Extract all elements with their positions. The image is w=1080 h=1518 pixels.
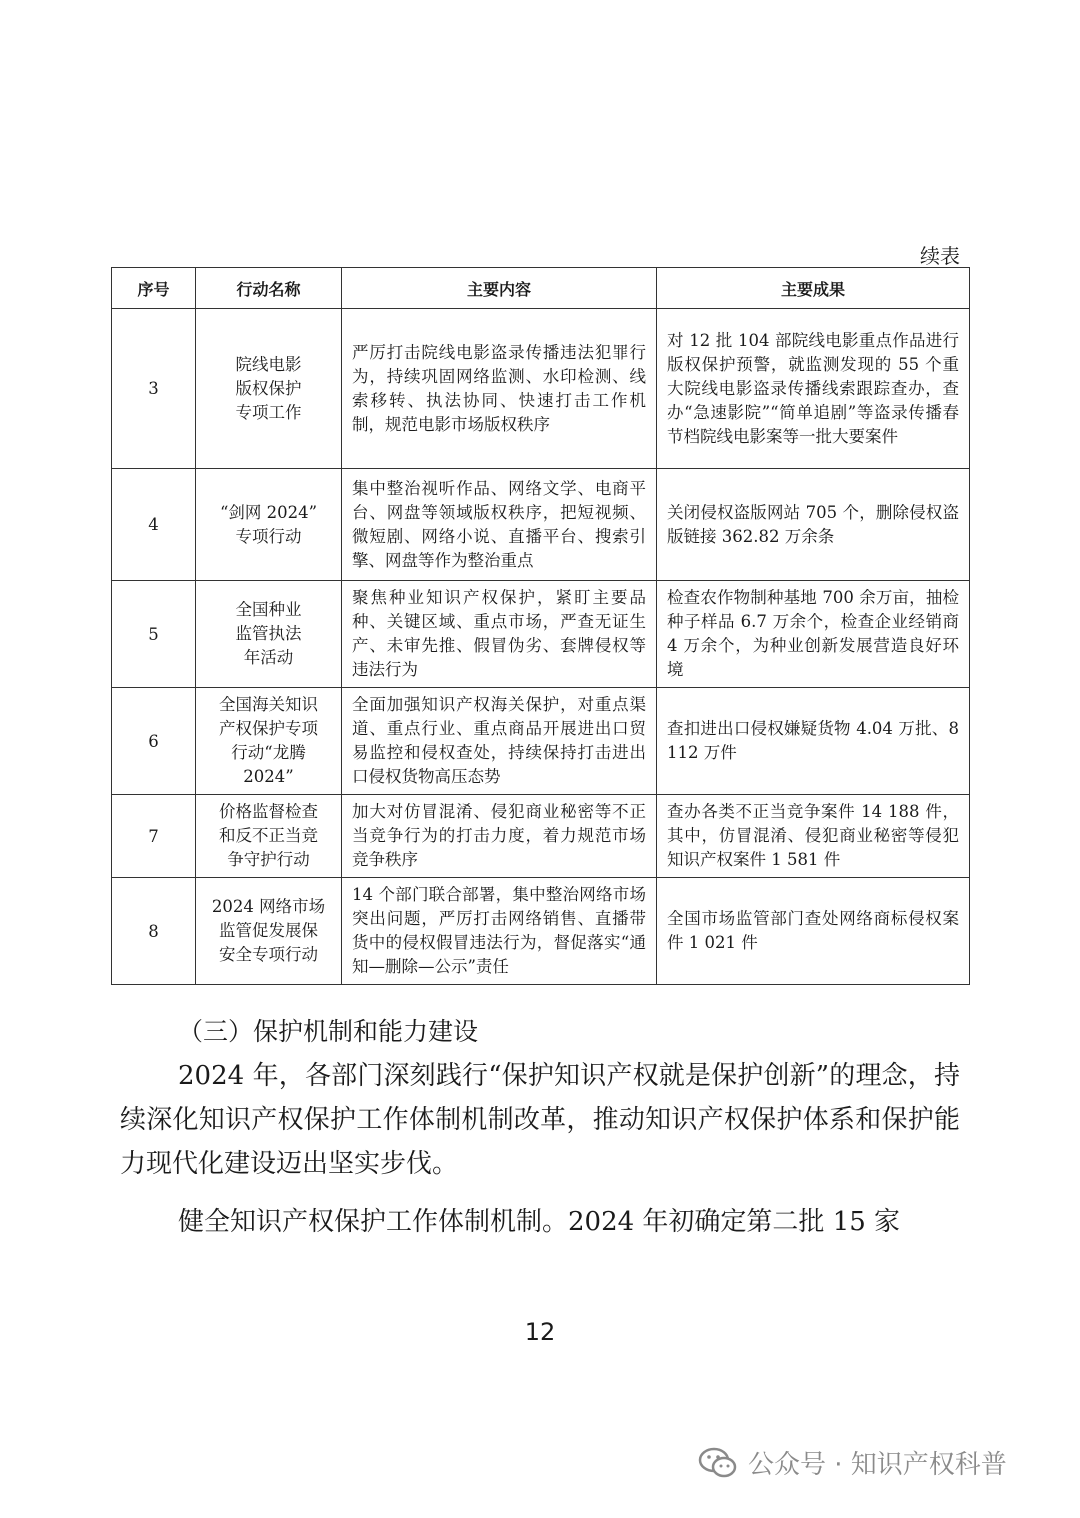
row-number: 5 — [112, 581, 196, 688]
table-row — [112, 795, 970, 878]
row-action-name: 全国种业 监管执法 年活动 — [196, 581, 342, 688]
table-header-row — [112, 268, 970, 309]
body-paragraph: 2024 年，各部门深刻践行“保护知识产权就是保护创新”的理念，持续深化知识产权保护工作体制机制改革，推动知识产权保护体系和保护能力现代化建设迈出坚实步伐。 — [120, 1061, 960, 1179]
table-row — [112, 469, 970, 581]
table-row — [112, 688, 970, 795]
body-paragraph: 健全知识产权保护工作体制机制。2024 年初确定第二批 15 家 — [178, 1207, 901, 1237]
page-number: 12 — [524, 1318, 556, 1346]
watermark — [698, 1444, 1007, 1481]
row-number: 6 — [112, 688, 196, 795]
wechat-icon — [698, 1446, 738, 1480]
row-content: 严厉打击院线电影盗录传播违法犯罪行为，持续巩固网络监测、水印检测、线索移转、执法协同、快速打击工作机制，规范电影市场版权秩序 — [342, 309, 657, 469]
row-result: 全国市场监管部门查处网络商标侵权案件 1 021 件 — [657, 878, 970, 985]
header-number: 序号 — [112, 268, 196, 309]
row-content: 聚焦种业知识产权保护，紧盯主要品种、关键区域、重点市场，严查无证生产、未审先推、假冒伪劣、套牌侵权等违法行为 — [342, 581, 657, 688]
row-result: 检查农作物制种基地 700 余万亩，抽检种子样品 6.7 万余个，检查企业经销商 4 万余个，为种业创新发展营造良好环境 — [657, 581, 970, 688]
row-number: 3 — [112, 309, 196, 469]
actions-table — [111, 267, 970, 985]
row-action-name: 价格监督检查 和反不正当竞 争守护行动 — [196, 795, 342, 878]
table-row — [112, 878, 970, 985]
table-row — [112, 309, 970, 469]
row-result: 关闭侵权盗版网站 705 个，删除侵权盗版链接 362.82 万余条 — [657, 469, 970, 581]
header-action-name: 行动名称 — [196, 268, 342, 309]
row-number: 8 — [112, 878, 196, 985]
section-heading: （三）保护机制和能力建设 — [178, 1017, 479, 1046]
header-main-results: 主要成果 — [657, 268, 970, 309]
row-content: 集中整治视听作品、网络文学、电商平台、网盘等领域版权秩序，把短视频、微短剧、网络小说、直播平台、搜索引擎、网盘等作为整治重点 — [342, 469, 657, 581]
row-content: 全面加强知识产权海关保护，对重点渠道、重点行业、重点商品开展进出口贸易监控和侵权查处，持续保持打击进出口侵权货物高压态势 — [342, 688, 657, 795]
row-number: 7 — [112, 795, 196, 878]
row-action-name: 院线电影 版权保护 专项工作 — [196, 309, 342, 469]
row-number: 4 — [112, 469, 196, 581]
row-result: 对 12 批 104 部院线电影重点作品进行版权保护预警，就监测发现的 55 个重大院线电影盗录传播线索跟踪查办，查办“急速影院”“简单追剧”等盗录传播春节档院线电影案等一批大要案件 — [657, 309, 970, 469]
table-row — [112, 581, 970, 688]
row-action-name: 2024 网络市场 监管促发展保 安全专项行动 — [196, 878, 342, 985]
watermark-text: 公众号 · 知识产权科普 — [748, 1450, 1007, 1480]
row-content: 加大对仿冒混淆、侵犯商业秘密等不正当竞争行为的打击力度，着力规范市场竞争秩序 — [342, 795, 657, 878]
row-content: 14 个部门联合部署，集中整治网络市场突出问题，严厉打击网络销售、直播带货中的侵权假冒违法行为，督促落实“通知—删除—公示”责任 — [342, 878, 657, 985]
row-action-name: “剑网 2024” 专项行动 — [196, 469, 342, 581]
continued-table-label: 续表 — [920, 244, 960, 268]
header-main-content: 主要内容 — [342, 268, 657, 309]
row-action-name: 全国海关知识 产权保护专项 行动“龙腾 2024” — [196, 688, 342, 795]
row-result: 查扣进出口侵权嫌疑货物 4.04 万批、8 112 万件 — [657, 688, 970, 795]
row-result: 查办各类不正当竞争案件 14 188 件，其中，仿冒混淆、侵犯商业秘密等侵犯知识产权案件 1 581 件 — [657, 795, 970, 878]
